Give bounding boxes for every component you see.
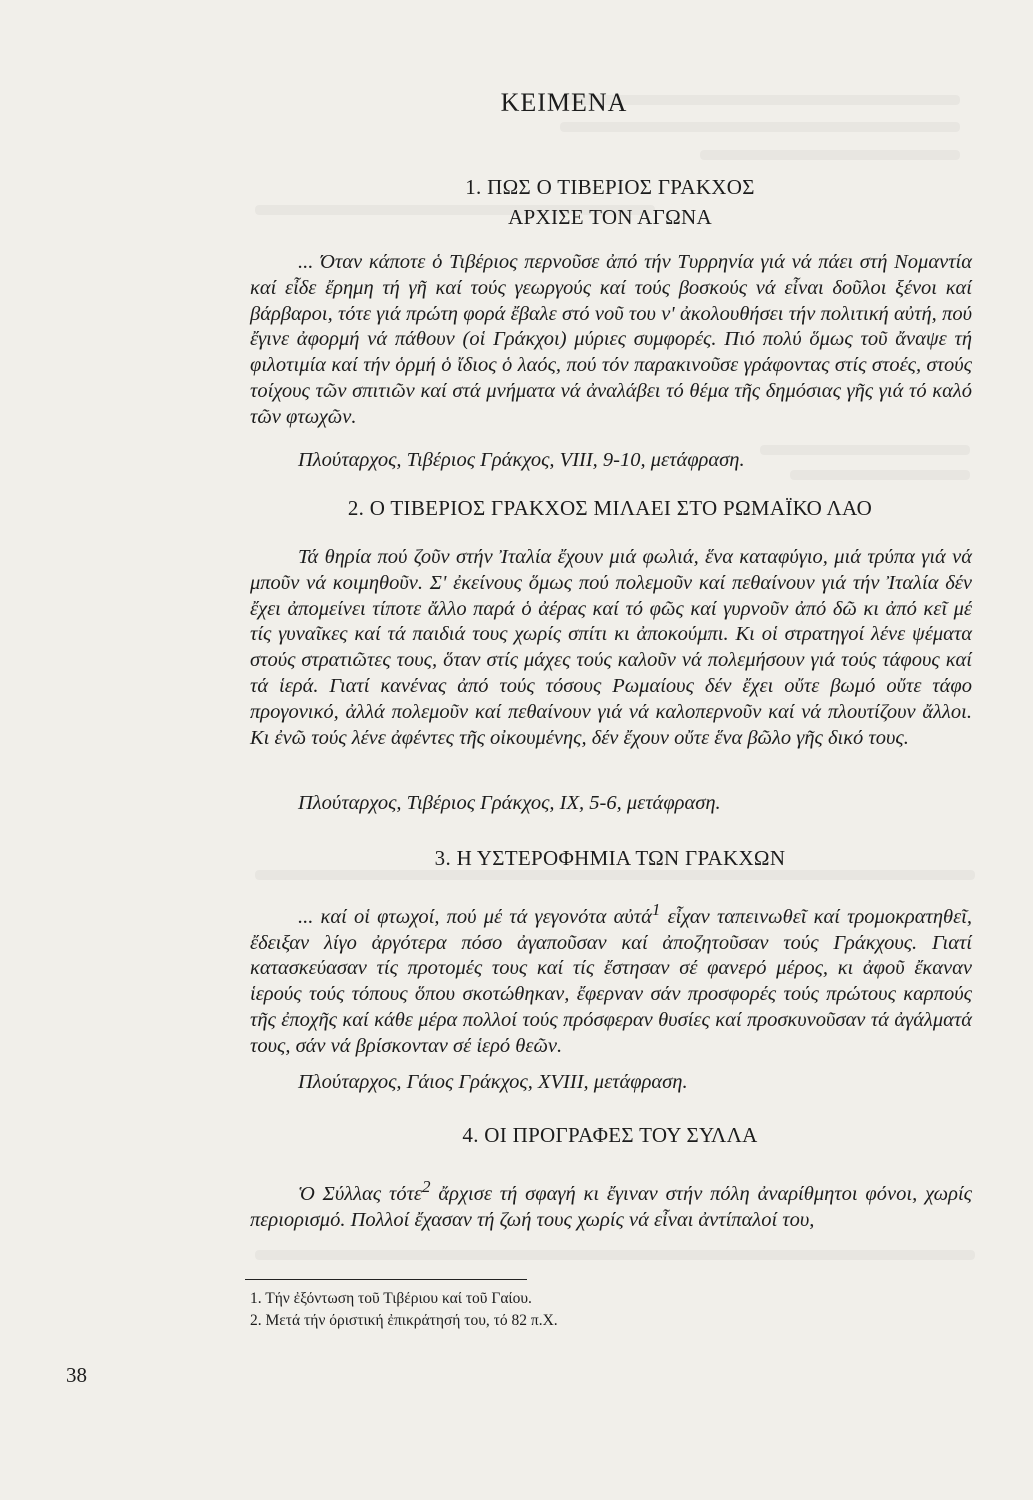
section-3-title-line-1: 3. Η ΥΣΤΕΡΟΦΗΜΙΑ ΤΩΝ ΓΡΑΚΧΩΝ xyxy=(434,846,786,870)
section-4-paragraph xyxy=(250,1174,972,1233)
footnote-1: 1. Τήν ἐξόντωση τοῦ Τιβέριου καί τοῦ Γαίου. xyxy=(250,1290,532,1307)
section-1-title-line-1: 1. ΠΩΣ Ο ΤΙΒΕΡΙΟΣ ΓΡΑΚΧΟΣ xyxy=(465,175,755,199)
section-3-source: Πλούταρχος, Γάιος Γράκχος, XVIII, μετάφραση. xyxy=(298,1071,688,1093)
section-2-body xyxy=(250,545,972,751)
section-1-title xyxy=(250,172,970,232)
section-2-paragraph: Τά θηρία πού ζοῦν στήν Ἰταλία ἔχουν μιά φωλιά, ἕνα καταφύγιο, μιά τρύπα γιά νά μποῦν νά κοιμηθοῦν. Σ' ἐκείνους ὅμως πού πολεμοῦν καί πεθαίνουν γιά τήν Ἰταλία δέν ἔχει ἀπομείνει τίποτε ἄλλο παρά ὁ ἀέρας καί τό φῶς καί γυρνοῦν ἀπό δῶ κι ἀπό κεῖ μέ τίς γυναῖκες καί τά παιδιά τους χωρίς σπίτι κι ἀποκούμπι. Κι οἱ στρατηγοί λένε ψέματα στούς στρατιῶτες τους, ὅταν στίς μάχες τούς καλοῦν νά πολεμήσουν γιά τούς τάφους καί τά ἱερά. Γιατί κανένας ἀπό τούς τόσους Ρωμαίους δέν ἔχει οὔτε βωμό οὔτε τάφο προγονικό, ἀλλά πολεμοῦν καί πεθαίνουν γιά νά καλοπερνοῦν καί νά πλουτίζουν ἄλλοι. Κι ἐνῶ τούς λένε ἀφέντες τῆς οἰκουμένης, δέν ἔχουν οὔτε ἕνα βῶλο γῆς δικό τους. xyxy=(250,546,972,749)
section-1-title-line-2: ΑΡΧΙΣΕ ΤΟΝ ΑΓΩΝΑ xyxy=(508,205,712,229)
section-2-source: Πλούταρχος, Τιβέριος Γράκχος, IX, 5-6, μετάφραση. xyxy=(298,792,721,814)
section-1-source: Πλούταρχος, Τιβέριος Γράκχος, VIII, 9-10, μετάφραση. xyxy=(298,449,745,471)
footnote-ref-1: 1 xyxy=(651,900,661,919)
section-4-text-start: Ὁ Σύλλας τότε xyxy=(298,1182,422,1205)
section-3-body xyxy=(250,897,972,1060)
section-2-title-line-1: 2. Ο ΤΙΒΕΡΙΟΣ ΓΡΑΚΧΟΣ ΜΙΛΑΕΙ ΣΤΟ ΡΩΜΑΪΚΟ ΛΑΟ xyxy=(347,496,873,520)
section-2-title xyxy=(250,493,970,523)
section-3-paragraph xyxy=(250,897,972,1060)
section-3-text-start: ... καί οἱ φτωχοί, πού μέ τά γεγονότα αὐτά xyxy=(298,905,652,928)
footnote-divider xyxy=(245,1279,527,1280)
page-number: 38 xyxy=(66,1363,87,1387)
footnote-2: 2. Μετά τήν όριστική ἐπικράτησή του, τό 82 π.Χ. xyxy=(250,1312,558,1329)
section-3-text-rest: εἶχαν ταπεινωθεῖ καί τρομοκρατηθεῖ, ἔδειξαν λίγο ἀργότερα πόσο ἀγαποῦσαν καί ἀποζητοῦσαν τούς Γράκχους. Γιατί κατασκεύασαν τίς προτομές τους καί τίς ἔστησαν σέ φανερό μέρος, κι ἀφοῦ ἔκαναν ἱερούς τούς τόπους ὅπου σκοτώθηκαν, ἔφερναν σάν προσφορές τούς πρώτους καρπούς τῆς ἐποχῆς καί κάθε μέρα πολλοί τούς πρόσφεραν θυσίες καί προσκυνοῦσαν τά ἀγάλματά τους, σάν νά βρίσκονταν σέ ἱερό θεῶν. xyxy=(250,905,972,1057)
footnote-ref-2: 2 xyxy=(421,1177,431,1196)
section-4-text-rest: ἄρχισε τή σφαγή κι ἔγιναν στήν πόλη ἀναρίθμητοι φόνοι, χωρίς περιορισμό. Πολλοί ἔχασαν τή ζωή τους χωρίς νά εἶναι ἀντίπαλοί του, xyxy=(250,1182,972,1231)
section-4-title-line-1: 4. ΟΙ ΠΡΟΓΡΑΦΕΣ ΤΟΥ ΣΥΛΛΑ xyxy=(462,1123,758,1147)
section-1-paragraph: ... Όταν κάποτε ὁ Τιβέριος περνοῦσε ἀπό τήν Τυρρηνία γιά νά πάει στή Νομαντία καί εἶδε ἔρημη τή γῆ καί τούς γεωργούς καί τούς βοσκούς νά εἶναι δοῦλοι ξένοι καί βάρβαροι, τότε γιά πρώτη φορά ἔβαλε στό νοῦ του ν' ἀκολουθήσει τήν πολιτική αὐτή, πού ἔγινε ἀφορμή νά πάθουν (οἱ Γράκχοι) μύριες συμφορές. Πιό πολύ ὅμως τοῦ ἄναψε τή φιλοτιμία καί τήν ὁρμή ὁ ἴδιος ὁ λαός, πού τόν παρακινοῦσε γράφοντας στίς στοές, στούς τοίχους τῶν σπιτιῶν καί στά μνήματα νά ἀναλάβει τό θέμα τῆς δημόσιας γῆς γιά τό καλό τῶν φτωχῶν. xyxy=(250,251,972,428)
section-4-title xyxy=(250,1120,970,1150)
section-1-body xyxy=(250,250,972,431)
section-3-title xyxy=(250,843,970,873)
section-4-body xyxy=(250,1174,972,1233)
page-title: ΚΕΙΜΕΝΑ xyxy=(500,88,628,117)
